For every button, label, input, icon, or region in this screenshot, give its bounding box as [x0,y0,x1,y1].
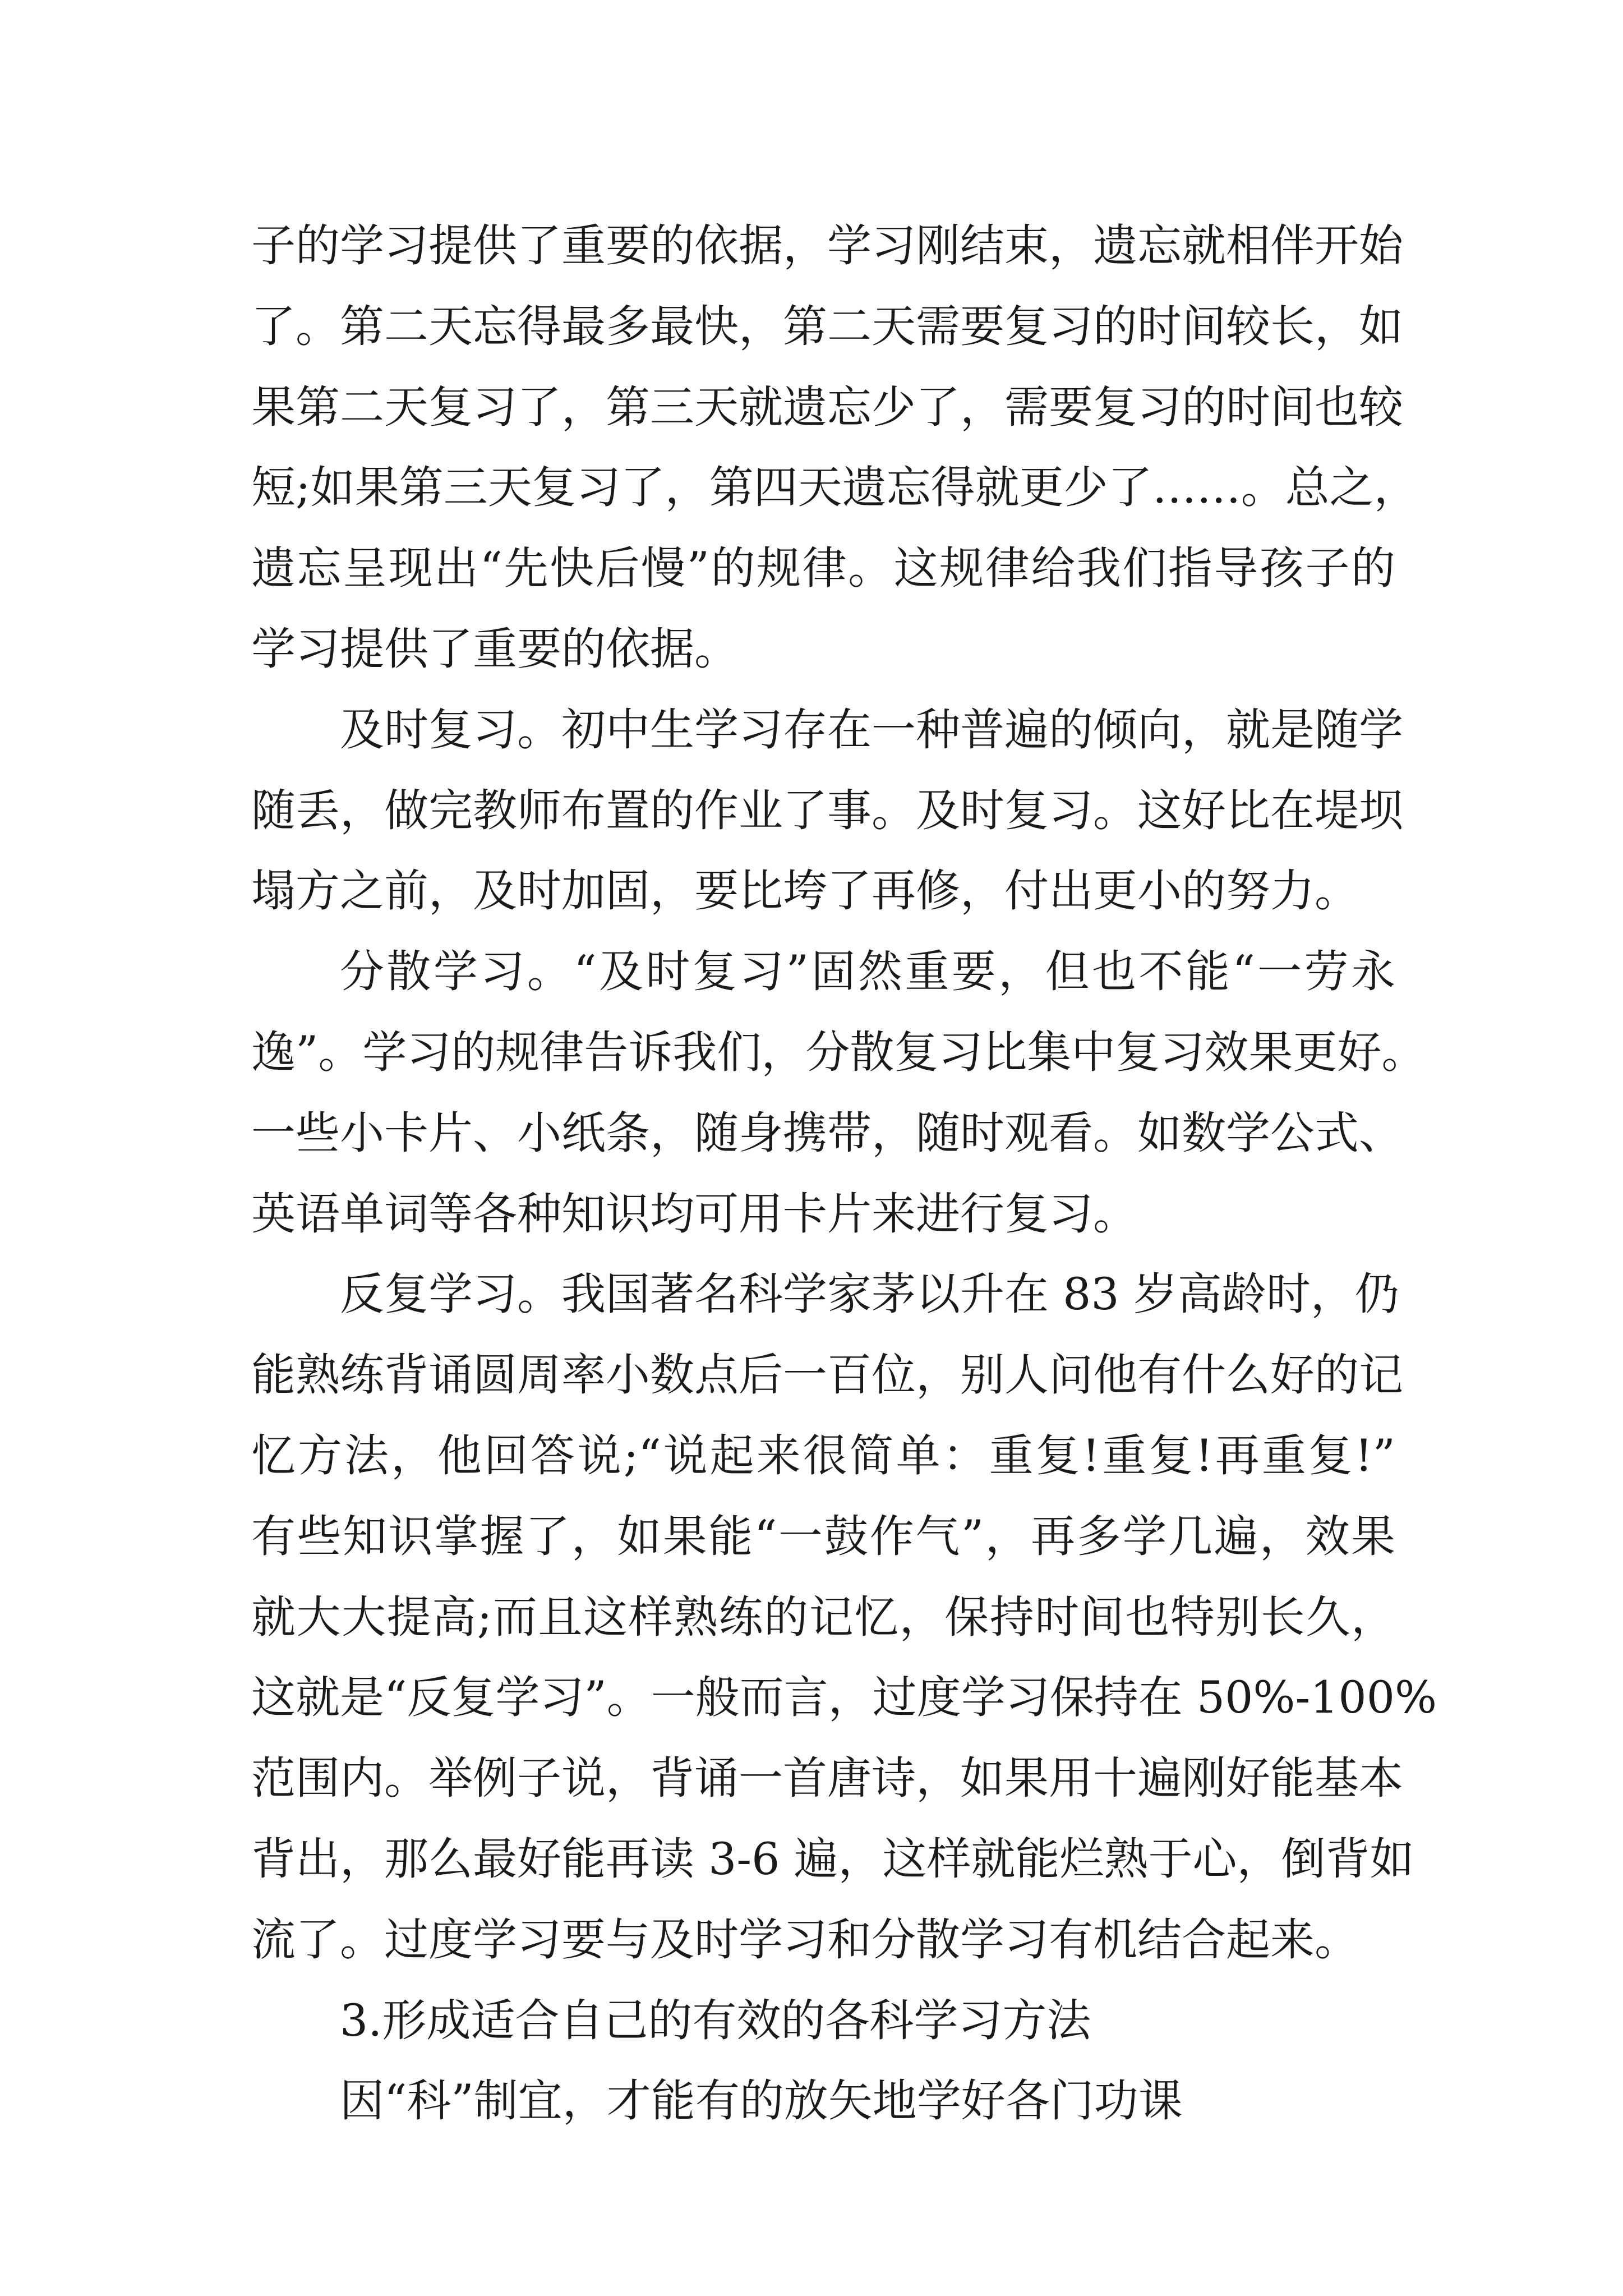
text-line: 学习提供了重要的依据。 [251,623,739,675]
text-line: 有些知识掌握了，如果能“一鼓作气”，再多学几遍，效果 [251,1510,1395,1562]
text-line: 因“科”制宜，才能有的放矢地学好各门功课 [340,2075,1183,2127]
body-text [251,206,1437,2142]
text-line: 能熟练背诵圆周率小数点后一百位，别人问他有什么好的记 [251,1349,1403,1401]
text-line: 反复学习。我国著名科学家茅以升在 83 岁高龄时，仍 [340,1268,1399,1320]
text-line: 一些小卡片、小纸条，随身携带，随时观看。如数学公式、 [251,1107,1403,1159]
text-line: 流了。过度学习要与及时学习和分散学习有机结合起来。 [251,1913,1359,1966]
text-line: 背出，那么最好能再读 3-6 遍，这样就能烂熟于心，倒背如 [251,1833,1414,1885]
text-line: 忆方法，他回答说;“说起来很简单：重复!重复!再重复!” [251,1429,1395,1481]
text-line: 塌方之前，及时加固，要比垮了再修，付出更小的努力。 [251,865,1359,917]
text-line: 3.形成适合自己的有效的各科学习方法 [340,1994,1091,2046]
text-line: 范围内。举例子说，背诵一首唐诗，如果用十遍刚好能基本 [251,1752,1403,1805]
text-line: 英语单词等各种知识均可用卡片来进行复习。 [251,1188,1137,1240]
text-line: 随丢，做完教师布置的作业了事。及时复习。这好比在堤坝 [251,784,1403,836]
text-line: 子的学习提供了重要的依据，学习刚结束，遗忘就相伴开始 [251,220,1403,272]
text-line: 遗忘呈现出“先快后慢”的规律。这规律给我们指导孩子的 [251,542,1395,595]
text-line: 就大大提高;而且这样熟练的记忆，保持时间也特别长久， [251,1591,1395,1643]
text-line: 果第二天复习了，第三天就遗忘少了，需要复习的时间也较 [251,381,1403,433]
text-line: 短;如果第三天复习了，第四天遗忘得就更少了……。总之， [251,462,1418,514]
text-line: 及时复习。初中生学习存在一种普遍的倾向，就是随学 [340,703,1403,756]
text-line: 逸”。学习的规律告诉我们，分散复习比集中复习效果更好。 [251,1026,1426,1078]
text-line: 了。第二天忘得最多最快，第二天需要复习的时间较长，如 [251,300,1403,352]
text-line: 这就是“反复学习”。一般而言，过度学习保持在 50%-100% [251,1672,1437,1724]
text-line: 分散学习。“及时复习”固然重要，但也不能“一劳永 [340,946,1395,998]
